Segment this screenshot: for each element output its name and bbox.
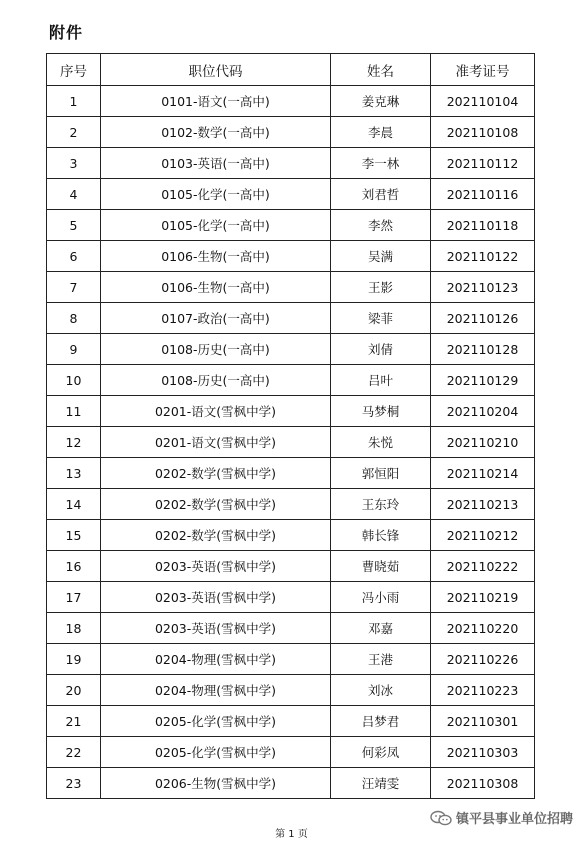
table-row	[47, 303, 535, 334]
cell-position-code: 0203-英语(雪枫中学)	[101, 582, 331, 613]
cell-seq: 17	[47, 582, 101, 613]
cell-name: 王东玲	[331, 489, 431, 520]
cell-ticket-number: 202110303	[431, 737, 535, 768]
cell-seq: 11	[47, 396, 101, 427]
cell-ticket-number: 202110128	[431, 334, 535, 365]
cell-position-code: 0101-语文(一高中)	[101, 86, 331, 117]
table-row	[47, 272, 535, 303]
cell-ticket-number: 202110123	[431, 272, 535, 303]
cell-ticket-number: 202110214	[431, 458, 535, 489]
table-row	[47, 675, 535, 706]
cell-name: 邓嘉	[331, 613, 431, 644]
cell-seq: 1	[47, 86, 101, 117]
cell-ticket-number: 202110220	[431, 613, 535, 644]
watermark	[430, 808, 573, 827]
wechat-icon	[430, 810, 452, 826]
cell-ticket-number: 202110108	[431, 117, 535, 148]
table-row	[47, 737, 535, 768]
cell-position-code: 0106-生物(一高中)	[101, 272, 331, 303]
header-position-code: 职位代码	[101, 54, 331, 86]
cell-ticket-number: 202110104	[431, 86, 535, 117]
cell-position-code: 0203-英语(雪枫中学)	[101, 613, 331, 644]
cell-name: 吕梦君	[331, 706, 431, 737]
table-row	[47, 458, 535, 489]
cell-position-code: 0205-化学(雪枫中学)	[101, 706, 331, 737]
cell-seq: 8	[47, 303, 101, 334]
cell-name: 梁菲	[331, 303, 431, 334]
cell-name: 刘君哲	[331, 179, 431, 210]
table-row	[47, 613, 535, 644]
cell-position-code: 0202-数学(雪枫中学)	[101, 520, 331, 551]
cell-name: 韩长锋	[331, 520, 431, 551]
cell-seq: 12	[47, 427, 101, 458]
cell-seq: 15	[47, 520, 101, 551]
cell-ticket-number: 202110112	[431, 148, 535, 179]
cell-name: 刘冰	[331, 675, 431, 706]
cell-seq: 3	[47, 148, 101, 179]
page-number: 第 1 页	[275, 829, 308, 840]
cell-position-code: 0201-语文(雪枫中学)	[101, 427, 331, 458]
cell-ticket-number: 202110204	[431, 396, 535, 427]
cell-seq: 6	[47, 241, 101, 272]
cell-ticket-number: 202110212	[431, 520, 535, 551]
cell-name: 曹晓茹	[331, 551, 431, 582]
page-heading: 附件	[49, 23, 84, 42]
cell-ticket-number: 202110213	[431, 489, 535, 520]
cell-position-code: 0202-数学(雪枫中学)	[101, 489, 331, 520]
table-row	[47, 427, 535, 458]
cell-position-code: 0201-语文(雪枫中学)	[101, 396, 331, 427]
cell-name: 吕叶	[331, 365, 431, 396]
cell-seq: 21	[47, 706, 101, 737]
cell-name: 郭恒阳	[331, 458, 431, 489]
header-seq: 序号	[47, 54, 101, 86]
cell-name: 何彩凤	[331, 737, 431, 768]
cell-seq: 2	[47, 117, 101, 148]
cell-seq: 19	[47, 644, 101, 675]
cell-position-code: 0108-历史(一高中)	[101, 365, 331, 396]
table-row	[47, 365, 535, 396]
cell-ticket-number: 202110308	[431, 768, 535, 799]
cell-name: 李一林	[331, 148, 431, 179]
cell-name: 王港	[331, 644, 431, 675]
table-row	[47, 210, 535, 241]
table-row	[47, 179, 535, 210]
cell-ticket-number: 202110122	[431, 241, 535, 272]
cell-name: 刘倩	[331, 334, 431, 365]
cell-seq: 22	[47, 737, 101, 768]
header-ticket-number: 准考证号	[431, 54, 535, 86]
cell-position-code: 0103-英语(一高中)	[101, 148, 331, 179]
cell-name: 吴满	[331, 241, 431, 272]
cell-name: 李晨	[331, 117, 431, 148]
cell-seq: 16	[47, 551, 101, 582]
table-row	[47, 706, 535, 737]
table-row	[47, 520, 535, 551]
table-row	[47, 551, 535, 582]
table-body	[47, 86, 535, 799]
cell-seq: 9	[47, 334, 101, 365]
cell-seq: 10	[47, 365, 101, 396]
cell-ticket-number: 202110223	[431, 675, 535, 706]
table-row	[47, 644, 535, 675]
cell-seq: 14	[47, 489, 101, 520]
cell-ticket-number: 202110118	[431, 210, 535, 241]
cell-name: 汪靖雯	[331, 768, 431, 799]
table-header-row	[47, 54, 535, 86]
cell-seq: 13	[47, 458, 101, 489]
table-row	[47, 241, 535, 272]
cell-position-code: 0106-生物(一高中)	[101, 241, 331, 272]
cell-name: 王影	[331, 272, 431, 303]
cell-seq: 7	[47, 272, 101, 303]
cell-name: 马梦桐	[331, 396, 431, 427]
cell-ticket-number: 202110226	[431, 644, 535, 675]
cell-position-code: 0102-数学(一高中)	[101, 117, 331, 148]
table-row	[47, 86, 535, 117]
cell-position-code: 0105-化学(一高中)	[101, 210, 331, 241]
cell-seq: 4	[47, 179, 101, 210]
cell-ticket-number: 202110129	[431, 365, 535, 396]
table-row	[47, 148, 535, 179]
cell-ticket-number: 202110222	[431, 551, 535, 582]
header-name: 姓名	[331, 54, 431, 86]
results-table	[46, 53, 535, 799]
cell-ticket-number: 202110116	[431, 179, 535, 210]
cell-position-code: 0204-物理(雪枫中学)	[101, 675, 331, 706]
table-row	[47, 334, 535, 365]
cell-position-code: 0204-物理(雪枫中学)	[101, 644, 331, 675]
cell-name: 冯小雨	[331, 582, 431, 613]
cell-position-code: 0206-生物(雪枫中学)	[101, 768, 331, 799]
cell-position-code: 0107-政治(一高中)	[101, 303, 331, 334]
cell-position-code: 0105-化学(一高中)	[101, 179, 331, 210]
cell-ticket-number: 202110219	[431, 582, 535, 613]
table-row	[47, 396, 535, 427]
cell-seq: 23	[47, 768, 101, 799]
table-row	[47, 117, 535, 148]
cell-seq: 18	[47, 613, 101, 644]
table-row	[47, 582, 535, 613]
cell-ticket-number: 202110301	[431, 706, 535, 737]
table-row	[47, 768, 535, 799]
cell-ticket-number: 202110126	[431, 303, 535, 334]
cell-name: 李然	[331, 210, 431, 241]
cell-position-code: 0203-英语(雪枫中学)	[101, 551, 331, 582]
cell-seq: 20	[47, 675, 101, 706]
cell-position-code: 0205-化学(雪枫中学)	[101, 737, 331, 768]
cell-name: 姜克琳	[331, 86, 431, 117]
cell-name: 朱悦	[331, 427, 431, 458]
cell-position-code: 0202-数学(雪枫中学)	[101, 458, 331, 489]
cell-seq: 5	[47, 210, 101, 241]
watermark-text: 镇平县事业单位招聘	[455, 812, 573, 827]
table-row	[47, 489, 535, 520]
cell-ticket-number: 202110210	[431, 427, 535, 458]
cell-position-code: 0108-历史(一高中)	[101, 334, 331, 365]
